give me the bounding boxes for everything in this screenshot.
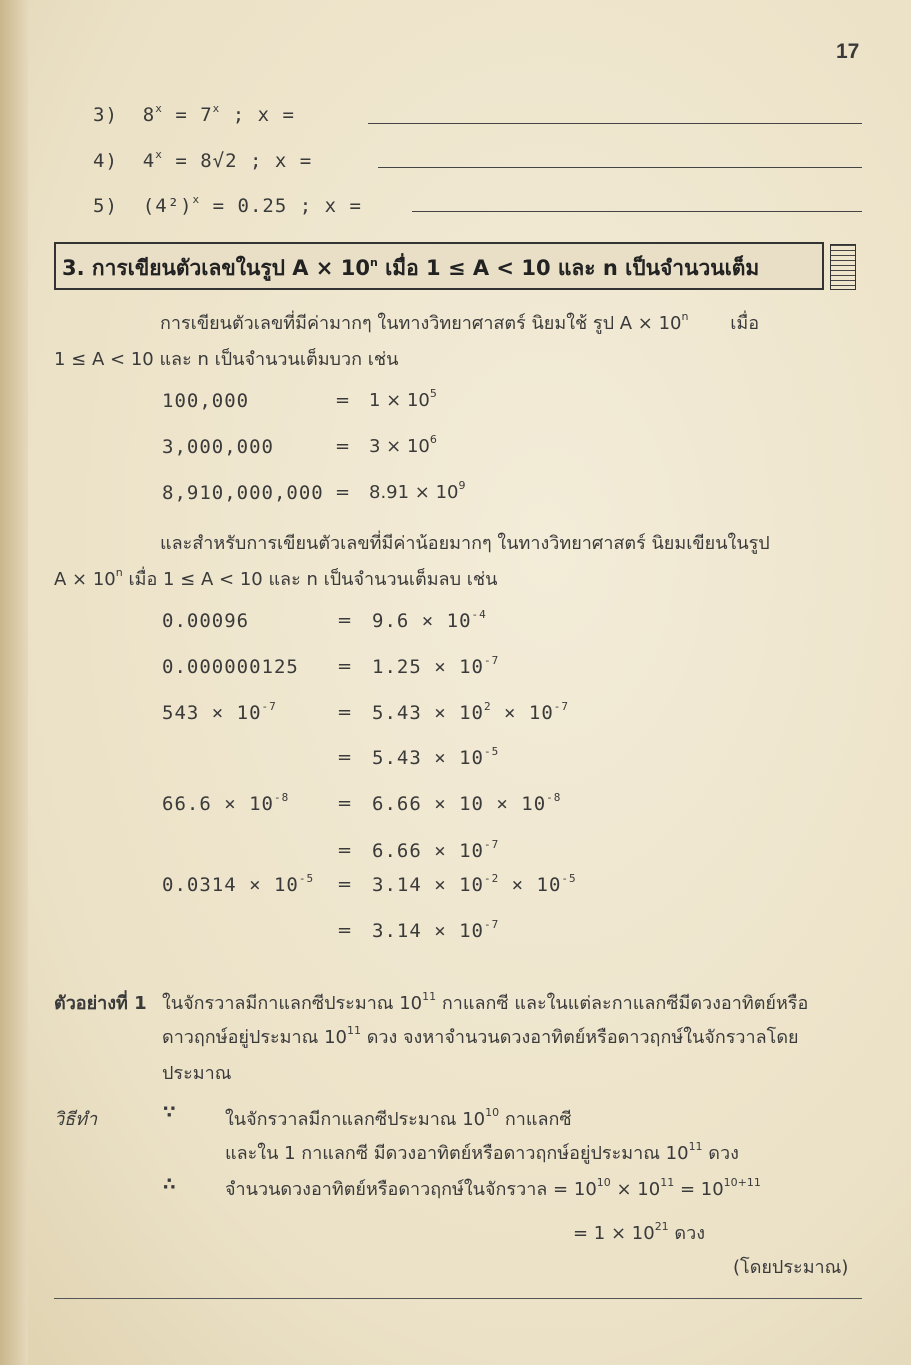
because-symbol: ∵ [163, 1102, 176, 1123]
bottom-rule [54, 1298, 862, 1299]
neg-example-left: $66.6 \times 10^{-8}$ [162, 791, 290, 815]
answer-blank-5[interactable] [412, 211, 862, 212]
solution-step3: จำนวนดวงอาทิตย์หรือดาวฤกษ์ในจักรวาล = $10^{10} \times 10^{11} = 10^{10+11}$ [225, 1176, 761, 1200]
para2-line2: $A \times 10^n$ เมื่อ 1 ≤ A < 10 และ n เป็นจำนวนเต็มลบ เช่น [54, 566, 498, 590]
example-line3: ประมาณ [162, 1063, 232, 1084]
solution-step2: และใน 1 กาแลกซี มีดวงอาทิตย์หรือดาวฤกษ์อยู่ประมาณ $10^{11}$ ดวง [225, 1140, 739, 1164]
neg-example-left: 0.00096 [162, 610, 250, 632]
neg-example-right: $6.66 \times 10 \times 10^{-8}$ [372, 791, 562, 815]
neg-example-right: $3.14 \times 10^{-7}$ [372, 918, 500, 942]
pos-example-right: $3 \times 10^6$ [369, 433, 437, 457]
exercise-3: 3) 8$^x$ = 7$^x$ ; x = [93, 102, 295, 126]
book-icon [830, 244, 856, 290]
neg-example-eq: = [337, 610, 353, 631]
neg-example-eq: = [337, 793, 353, 814]
example-label: ตัวอย่างที่ 1 [54, 993, 147, 1014]
neg-example-right: $1.25 \times 10^{-7}$ [372, 654, 500, 678]
solution-approx: (โดยประมาณ) [733, 1257, 849, 1278]
para2-line1: และสำหรับการเขียนตัวเลขที่มีค่าน้อยมากๆ ในทางวิทยาศาสตร์ นิยมเขียนในรูป [160, 533, 770, 554]
pos-example-right: $8.91 \times 10^9$ [369, 479, 466, 503]
neg-example-right: $5.43 \times 10^{-5}$ [372, 745, 500, 769]
neg-example-eq: = [337, 920, 353, 941]
neg-example-right: $9.6 \times 10^{-4}$ [372, 608, 487, 632]
pos-example-eq: = [335, 390, 351, 411]
para1-line1: การเขียนตัวเลขที่มีค่ามากๆ ในทางวิทยาศาสตร์ นิยมใช้ รูป $A \times 10^n$ เมื่อ [160, 310, 760, 334]
neg-example-eq: = [337, 874, 353, 895]
example-line2: ดาวฤกษ์อยู่ประมาณ $10^{11}$ ดวง จงหาจำนวนดวงอาทิตย์หรือดาวฤกษ์ในจักรวาลโดย [162, 1024, 799, 1048]
answer-blank-4[interactable] [378, 167, 862, 168]
answer-blank-3[interactable] [368, 123, 862, 124]
neg-example-right: $3.14 \times 10^{-2} \times 10^{-5}$ [372, 872, 577, 896]
pos-example-left: 8,910,000,000 [162, 482, 324, 504]
neg-example-right: $6.66 \times 10^{-7}$ [372, 838, 500, 862]
neg-example-right: $5.43 \times 10^2 \times 10^{-7}$ [372, 700, 570, 724]
binding-edge [0, 0, 28, 1365]
example-line1: ในจักรวาลมีกาแลกซีประมาณ $10^{11}$ กาแลกซี และในแต่ละกาแลกซีมีดวงอาทิตย์หรือ [162, 990, 809, 1014]
solution-label: วิธีทำ [54, 1109, 98, 1130]
pos-example-left: 3,000,000 [162, 436, 274, 458]
neg-example-left: $0.0314 \times 10^{-5}$ [162, 872, 315, 896]
neg-example-eq: = [337, 747, 353, 768]
therefore-symbol: ∴ [163, 1174, 176, 1195]
para1-line2: 1 ≤ A < 10 และ n เป็นจำนวนเต็มบวก เช่น [54, 349, 399, 370]
exercise-4: 4) 4$^x$ = 8√2 ; x = [93, 148, 313, 172]
neg-example-eq: = [337, 840, 353, 861]
neg-example-left: $543 \times 10^{-7}$ [162, 700, 277, 724]
neg-example-eq: = [337, 702, 353, 723]
solution-step1: ในจักรวาลมีกาแลกซีประมาณ $10^{10}$ กาแลกซี [225, 1106, 572, 1130]
page-number: 17 [836, 40, 860, 63]
neg-example-left: 0.000000125 [162, 656, 299, 678]
pos-example-right: $1 \times 10^5$ [369, 387, 437, 411]
exercise-5: 5) $(4^2)^x = 0.25$ ; x = [93, 193, 362, 217]
section-heading: 3. การเขียนตัวเลขในรูป $A \times 10^n$ เมื่อ 1 ≤ A < 10 และ n เป็นจำนวนเต็ม [62, 256, 760, 280]
pos-example-eq: = [335, 436, 351, 457]
neg-example-eq: = [337, 656, 353, 677]
pos-example-left: 100,000 [162, 390, 250, 412]
solution-step4: = $1 \times 10^{21}$ ดวง [573, 1220, 705, 1244]
pos-example-eq: = [335, 482, 351, 503]
